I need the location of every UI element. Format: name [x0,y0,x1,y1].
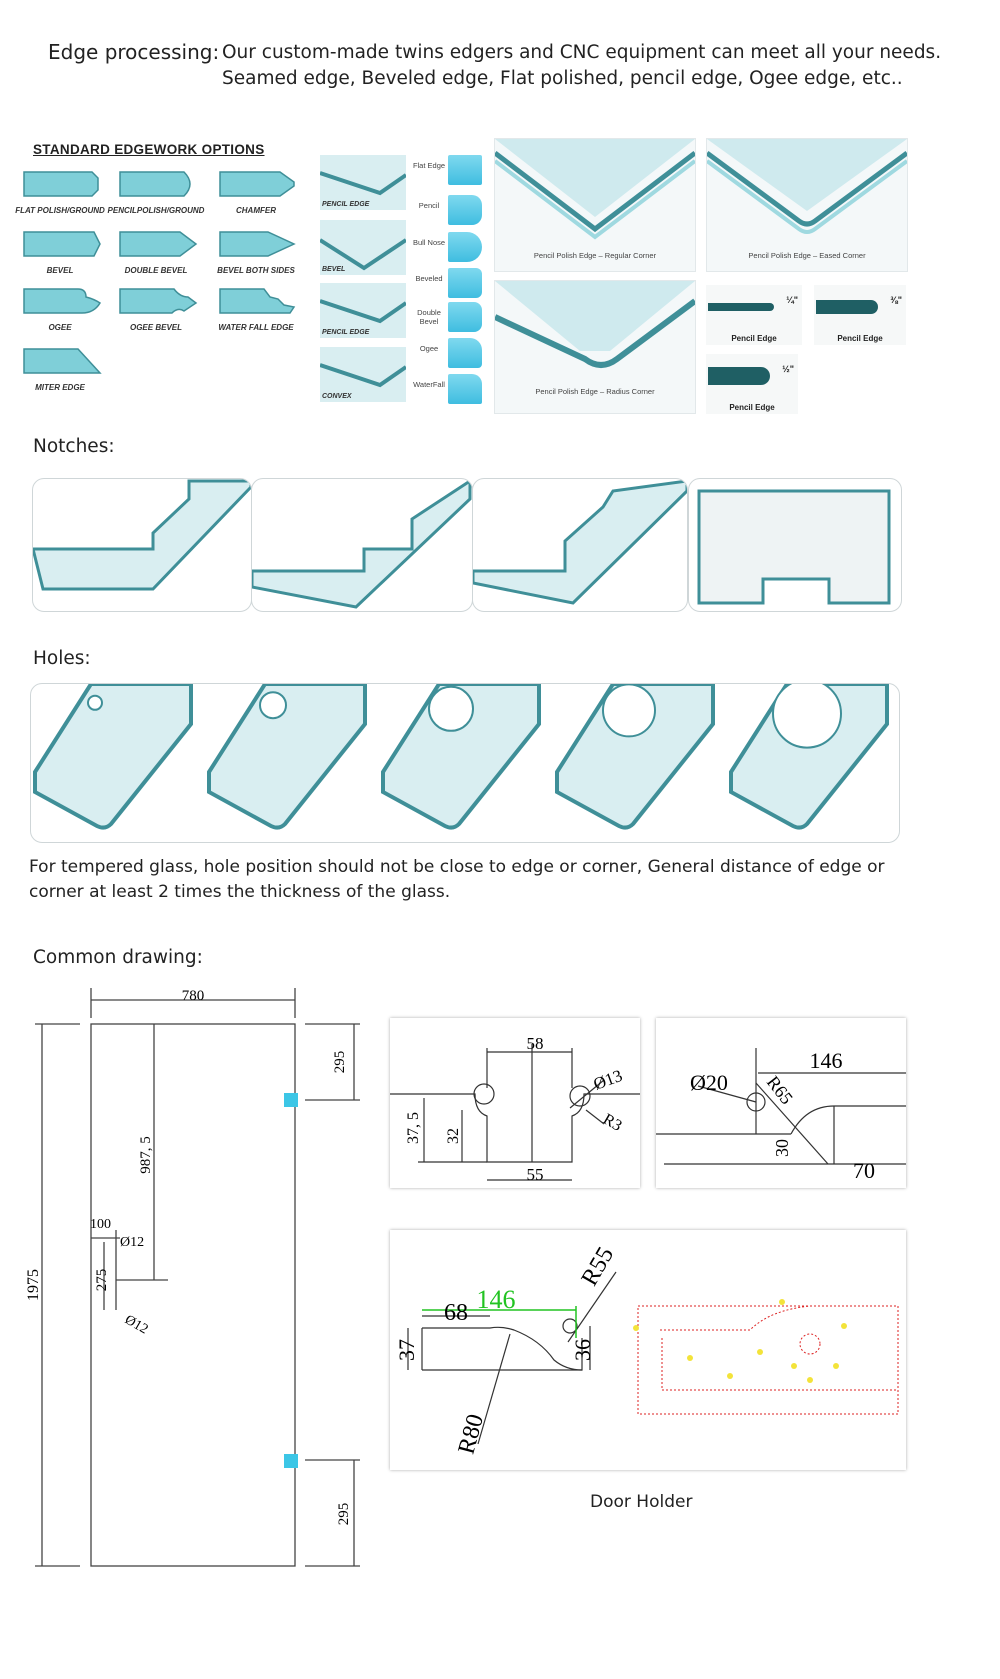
corner-regular-label: Pencil Polish Edge – Regular Corner [533,251,657,260]
notch-left-value: 37, 5 [405,1112,422,1144]
hole-example [35,684,191,828]
edge-photo-label: CONVEX [322,393,352,400]
door-drawing [20,980,370,1570]
notch-example [688,478,902,612]
door-height-value: 1975 [25,1269,42,1301]
edge-photo [320,220,406,275]
edge-profile-label: BEVEL BOTH SIDES [217,266,295,275]
notch-glass [689,479,901,611]
pencil-edge-size: ¼" [786,295,798,305]
edge-profile-shape-5 [118,228,200,260]
pencil-edge-sample [814,285,906,345]
profile-label: Ogee [419,344,439,353]
corner-vertical-value: 30 [772,1139,792,1157]
edge-profile-shape-3 [218,168,300,200]
corner-eased-image [706,138,908,272]
edge-profile-label: DOUBLE BEVEL [124,266,188,275]
holder-r55-value: R55 [576,1242,620,1291]
edge-profile-shape-9 [218,285,300,317]
hole-example [209,684,365,828]
notch-example [472,478,688,612]
corner-right-value: 70 [853,1158,875,1183]
door-width-value: 780 [181,988,205,1004]
door-top-offset-value: 295 [332,1050,348,1074]
hole-circle [88,696,102,710]
notches-title: Notches: [33,436,115,457]
pencil-edge-sample [706,354,798,414]
pencil-edge-bar [708,367,770,385]
edge-photo-label: BEVEL [322,266,346,273]
pencil-edge-size: ½" [782,364,794,374]
holes-illustration [31,684,899,842]
pencil-edge-sample [706,285,802,345]
holes-note-line1: For tempered glass, hole position should not be close to edge or corner, General distance of edge or [29,857,885,877]
profile-swatch [448,195,482,225]
profile-swatch [448,338,482,368]
notch-inner-value: 32 [445,1128,462,1144]
pencil-edge-label: Pencil Edge [837,334,883,343]
hole-circle [260,692,286,718]
edge-profile-label: PENCILPOLISH/GROUND [107,206,205,215]
edge-profile-label: BEVEL [46,266,74,275]
notch-hole-value: Ø13 [590,1065,625,1094]
notch-top-value: 58 [526,1034,544,1053]
corner-radius-image [494,280,696,414]
edge-processing-line1: Our custom-made twins edgers and CNC equipment can meet all your needs. [222,42,942,63]
profile-swatch [448,302,482,332]
edge-profile-shape-1 [22,168,104,200]
edge-processing-line2: Seamed edge, Beveled edge, Flat polished, pencil edge, Ogee edge, etc.. [222,68,903,89]
corner-top-value: 146 [809,1048,843,1073]
hole-circle [429,687,473,731]
holder-cnc-markers [633,1299,847,1383]
corner-radius-label: Pencil Polish Edge – Radius Corner [535,387,655,396]
holes-panel [30,683,900,843]
holder-37-value: 37 [394,1339,419,1361]
profile-label: Pencil [418,201,440,210]
pencil-edge-size: ⅜" [890,295,902,305]
door-hole-offset-value: 100 [90,1217,111,1232]
edge-profile-shape-7 [22,285,104,317]
edge-profile-label: MITER EDGE [35,383,85,392]
notch-bottom-value: 55 [526,1165,544,1184]
hole-circle [773,684,841,748]
hinge-bottom-icon [284,1454,298,1468]
door-hole-spacing-value: 275 [94,1268,110,1292]
hole-circle [603,684,655,736]
hole-example [557,684,713,828]
hinge-top-icon [284,1093,298,1107]
corner-drawing-panel [656,1018,906,1188]
hole-example [731,684,887,828]
door-hole-height-value: 987, 5 [138,1136,154,1174]
holder-68-value: 68 [444,1300,468,1326]
door-holder-drawing [390,1230,906,1470]
profile-swatch [448,232,482,262]
profile-swatch [448,155,482,185]
door-holder-caption: Door Holder [590,1492,693,1512]
pencil-edge-bar [816,300,878,314]
corner-eased-label: Pencil Polish Edge – Eased Corner [748,251,866,260]
corner-regular-image [494,138,696,272]
common-drawing-title: Common drawing: [33,947,203,968]
door-hole1-value: Ø12 [120,1235,145,1250]
profile-swatch [448,374,482,404]
standard-edgework-title: STANDARD EDGEWORK OPTIONS [33,142,265,157]
profile-label: Beveled [415,274,443,283]
profile-label: Double Bevel [417,308,441,326]
notch-drawing-panel [390,1018,640,1188]
edge-profile-label: CHAMFER [236,206,276,215]
notch-radius-value: R3 [600,1110,625,1135]
pencil-edge-label: Pencil Edge [729,403,775,412]
edge-photo-label: PENCIL EDGE [322,329,370,336]
notch-example [32,478,252,612]
holes-title: Holes: [33,648,91,669]
door-holder-panel [390,1230,906,1470]
holder-146-value: 146 [476,1285,516,1314]
edge-photo [320,283,406,338]
corner-drawing [656,1018,906,1188]
profile-label: WaterFall [413,380,445,389]
notch-glass [252,479,472,611]
edge-processing-label: Edge processing: [48,40,220,64]
edge-profile-shape-6 [218,228,300,260]
edge-photo-label: PENCIL EDGE [322,201,370,208]
corner-hole-value: Ø20 [690,1070,728,1095]
notch-drawing [390,1018,640,1188]
profile-swatch [448,268,482,298]
edge-profile-label: OGEE BEVEL [129,323,182,332]
edge-profile-label: WATER FALL EDGE [218,323,294,332]
edge-photo [320,347,406,402]
holes-note-line2: corner at least 2 times the thickness of the glass. [29,882,451,902]
door-hole2-value: Ø12 [122,1312,151,1338]
pencil-edge-bar [708,303,774,311]
edge-profile-shape-10 [22,345,104,377]
corner-radius-value: R65 [762,1072,798,1109]
pencil-edge-label: Pencil Edge [731,334,777,343]
notch-example [251,478,473,612]
hole-example [383,684,539,828]
edge-profile-label: OGEE [48,323,72,332]
profile-label: Bull Nose [412,238,446,247]
notch-glass [33,479,251,611]
edge-profile-shape-2 [118,168,200,200]
notch-glass [473,479,687,611]
holder-r80-value: R80 [453,1411,489,1457]
door-panel-outline [91,1024,295,1566]
edge-profile-shape-8 [118,285,200,317]
edge-profile-label: FLAT POLISH/GROUND [15,206,105,215]
edge-profile-shape-4 [22,228,104,260]
holder-36-value: 36 [570,1339,595,1361]
edge-photo [320,155,406,210]
profile-label: Flat Edge [412,161,446,170]
door-bottom-offset-value: 295 [336,1502,352,1526]
holder-cnc-pattern [638,1306,898,1414]
